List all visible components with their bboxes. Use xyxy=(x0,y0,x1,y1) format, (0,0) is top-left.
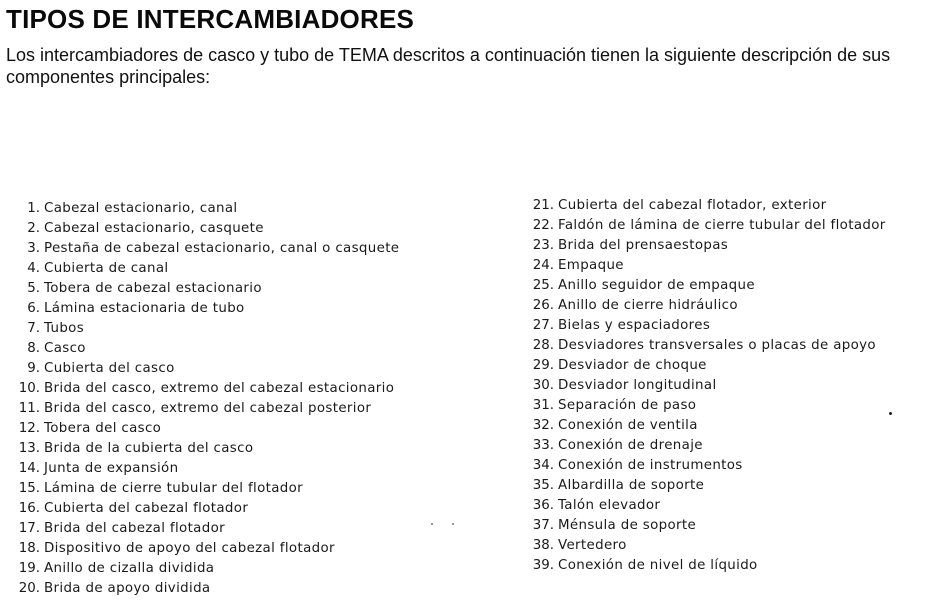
item-number: 31. xyxy=(532,398,554,413)
item-number: 10. xyxy=(18,381,40,396)
list-item xyxy=(528,456,928,476)
item-number: 15. xyxy=(18,481,40,496)
item-number: 36. xyxy=(532,498,554,513)
list-item xyxy=(10,519,510,539)
scan-speck xyxy=(889,412,892,415)
item-number: 12. xyxy=(18,421,40,436)
list-item xyxy=(528,376,928,396)
item-number: 27. xyxy=(532,318,554,333)
item-text: Brida de la cubierta del casco xyxy=(44,441,254,456)
item-number: 6. xyxy=(27,301,40,316)
item-text: Anillo de cierre hidráulico xyxy=(558,298,738,313)
item-text: Bielas y espaciadores xyxy=(558,318,711,333)
list-item xyxy=(10,539,510,559)
item-text: Anillo de cizalla dividida xyxy=(44,561,215,576)
list-item xyxy=(528,396,928,416)
item-number: 26. xyxy=(532,298,554,313)
item-text: Conexión de nivel de líquido xyxy=(558,558,758,573)
list-item xyxy=(528,516,928,536)
list-item xyxy=(10,479,510,499)
item-text: Cubierta del cabezal flotador, exterior xyxy=(558,198,827,213)
list-item xyxy=(10,559,510,579)
item-number: 34. xyxy=(532,458,554,473)
item-number: 14. xyxy=(18,461,40,476)
item-text: Cabezal estacionario, canal xyxy=(44,201,238,216)
item-number: 4. xyxy=(27,261,40,276)
list-item xyxy=(528,296,928,316)
list-item xyxy=(10,219,510,239)
components-list-left xyxy=(10,199,510,599)
item-text: Brida del prensaestopas xyxy=(558,238,729,253)
list-item xyxy=(10,359,510,379)
list-item xyxy=(10,419,510,439)
item-number: 22. xyxy=(532,218,554,233)
list-item xyxy=(10,259,510,279)
item-text: Lámina estacionaria de tubo xyxy=(44,301,245,316)
list-item xyxy=(10,199,510,219)
list-item xyxy=(528,476,928,496)
list-item xyxy=(10,379,510,399)
item-number: 38. xyxy=(532,538,554,553)
list-item xyxy=(528,196,928,216)
list-item xyxy=(528,276,928,296)
item-number: 3. xyxy=(27,241,40,256)
item-number: 19. xyxy=(18,561,40,576)
item-text: Cubierta de canal xyxy=(44,261,169,276)
item-text: Lámina de cierre tubular del flotador xyxy=(44,481,304,496)
list-item xyxy=(10,239,510,259)
list-item xyxy=(10,399,510,419)
intro-paragraph: Los intercambiadores de casco y tubo de TEMA descritos a continuación tienen la siguiente descripción de sus componentes principales: xyxy=(6,45,891,87)
item-text: Cubierta del casco xyxy=(44,361,175,376)
item-number: 1. xyxy=(27,201,40,216)
item-text: Tubos xyxy=(44,321,85,336)
item-text: Empaque xyxy=(558,258,624,273)
item-text: Tobera del casco xyxy=(44,421,162,436)
list-item xyxy=(528,556,928,576)
page-title: TIPOS DE INTERCAMBIADORES xyxy=(6,4,415,34)
item-text: Tobera de cabezal estacionario xyxy=(44,281,262,296)
list-item xyxy=(528,436,928,456)
item-text: Talón elevador xyxy=(558,498,661,513)
item-number: 13. xyxy=(18,441,40,456)
item-text: Desviadores transversales o placas de apoyo xyxy=(558,338,876,353)
item-number: 33. xyxy=(532,438,554,453)
item-text: Pestaña de cabezal estacionario, canal o casquete xyxy=(44,241,400,256)
list-item xyxy=(528,416,928,436)
list-item xyxy=(10,579,510,599)
item-number: 24. xyxy=(532,258,554,273)
item-number: 7. xyxy=(27,321,40,336)
list-item xyxy=(528,216,928,236)
item-number: 30. xyxy=(532,378,554,393)
item-number: 25. xyxy=(532,278,554,293)
item-text: Separación de paso xyxy=(558,398,697,413)
item-number: 16. xyxy=(18,501,40,516)
scan-speck xyxy=(452,523,454,525)
list-item xyxy=(528,536,928,556)
components-list-right xyxy=(528,196,928,576)
item-text: Albardilla de soporte xyxy=(558,478,705,493)
item-number: 32. xyxy=(532,418,554,433)
item-number: 37. xyxy=(532,518,554,533)
list-item xyxy=(10,299,510,319)
list-item xyxy=(528,336,928,356)
item-text: Anillo seguidor de empaque xyxy=(558,278,755,293)
item-text: Conexión de drenaje xyxy=(558,438,703,453)
item-number: 35. xyxy=(532,478,554,493)
item-number: 20. xyxy=(18,581,40,596)
item-text: Desviador longitudinal xyxy=(558,378,717,393)
list-item xyxy=(10,439,510,459)
list-item xyxy=(10,279,510,299)
list-item xyxy=(10,499,510,519)
list-item xyxy=(528,496,928,516)
item-number: 28. xyxy=(532,338,554,353)
item-text: Faldón de lámina de cierre tubular del flotador xyxy=(558,218,886,233)
item-text: Brida del cabezal flotador xyxy=(44,521,225,536)
list-item xyxy=(528,256,928,276)
list-item xyxy=(528,356,928,376)
item-text: Brida de apoyo dividida xyxy=(44,581,211,596)
item-number: 9. xyxy=(27,361,40,376)
list-item xyxy=(528,316,928,336)
item-text: Conexión de instrumentos xyxy=(558,458,743,473)
item-number: 11. xyxy=(18,401,40,416)
item-number: 5. xyxy=(27,281,40,296)
item-text: Junta de expansión xyxy=(44,461,179,476)
item-number: 39. xyxy=(532,558,554,573)
item-text: Conexión de ventila xyxy=(558,418,698,433)
list-item xyxy=(10,339,510,359)
item-text: Cubierta del cabezal flotador xyxy=(44,501,249,516)
scan-speck xyxy=(431,523,433,525)
item-number: 21. xyxy=(532,198,554,213)
item-number: 2. xyxy=(27,221,40,236)
item-text: Dispositivo de apoyo del cabezal flotador xyxy=(44,541,335,556)
item-number: 17. xyxy=(18,521,40,536)
item-number: 8. xyxy=(27,341,40,356)
list-item xyxy=(10,319,510,339)
item-text: Ménsula de soporte xyxy=(558,518,697,533)
list-item xyxy=(528,236,928,256)
item-text: Cabezal estacionario, casquete xyxy=(44,221,264,236)
item-number: 18. xyxy=(18,541,40,556)
item-number: 29. xyxy=(532,358,554,373)
item-text: Vertedero xyxy=(558,538,627,553)
item-text: Desviador de choque xyxy=(558,358,707,373)
list-item xyxy=(10,459,510,479)
item-text: Brida del casco, extremo del cabezal posterior xyxy=(44,401,372,416)
item-text: Brida del casco, extremo del cabezal estacionario xyxy=(44,381,395,396)
item-text: Casco xyxy=(44,341,86,356)
item-number: 23. xyxy=(532,238,554,253)
